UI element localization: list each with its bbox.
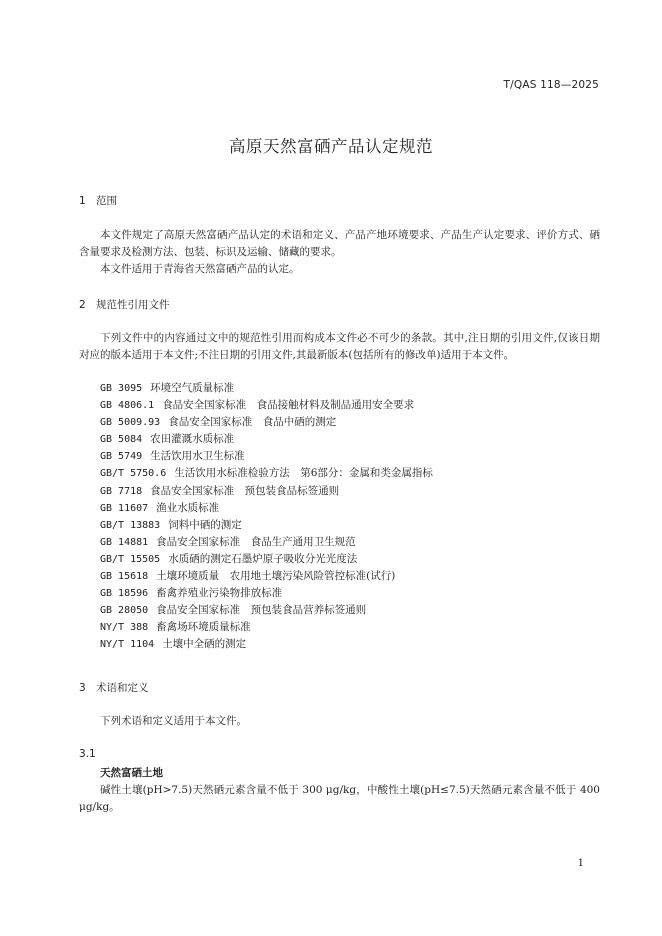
reference-item — [100, 619, 433, 636]
reference-item — [100, 431, 433, 448]
reference-list — [100, 380, 433, 654]
reference-code: GB 28050 — [100, 605, 149, 617]
reference-item — [100, 534, 433, 551]
reference-item — [100, 414, 433, 431]
term-definition: 碱性土壤(pH>7.5)天然硒元素含量不低于 300 μg/kg，中酸性土壤(pH≤7.5)天然硒元素含量不低于 400 μg/kg。 — [79, 784, 600, 813]
reference-item — [100, 500, 433, 517]
term-number: 3.1 — [79, 748, 96, 760]
reference-code: GB 3095 — [100, 383, 143, 394]
reference-title: 食品安全国家标准 预包装食品营养标签通则 — [156, 604, 367, 617]
terms-intro: 下列术语和定义适用于本文件。 — [100, 715, 247, 727]
section-number: 1 — [79, 195, 86, 207]
reference-item — [100, 636, 433, 653]
reference-item — [100, 380, 433, 397]
document-title: 高原天然富硒产品认定规范 — [229, 137, 433, 156]
reference-title: 食品安全国家标准 食品中硒的测定 — [168, 416, 337, 429]
reference-title: 土壤环境质量 农用地土壤污染风险管控标准(试行) — [156, 570, 396, 583]
reference-title: 水质硒的测定石墨炉原子吸收分光光度法 — [168, 552, 358, 565]
reference-title: 饲料中硒的测定 — [168, 518, 242, 531]
reference-title: 土壤中全硒的测定 — [162, 638, 247, 651]
scope-paragraph-1: 本文件规定了高原天然富硒产品认定的术语和定义、产品产地环境要求、产品生产认定要求、评价方式、硒含量要求及检测方法、包装、标识及运输、储藏的要求。 — [79, 229, 600, 258]
section-2-heading — [79, 297, 170, 312]
reference-item — [100, 602, 433, 619]
section-number: 2 — [79, 299, 86, 311]
reference-item — [100, 448, 433, 465]
reference-title: 生活饮用水卫生标准 — [150, 450, 245, 463]
reference-item — [100, 397, 433, 414]
reference-title: 环境空气质量标准 — [150, 382, 235, 394]
reference-code: GB 5009.93 — [100, 417, 161, 429]
reference-title: 畜禽场环境质量标准 — [156, 621, 251, 634]
reference-code: GB 5749 — [100, 451, 143, 463]
reference-title: 食品安全国家标准 食品接触材料及制品通用安全要求 — [162, 399, 415, 412]
reference-title: 农田灌溉水质标准 — [150, 433, 235, 446]
reference-item — [100, 517, 433, 534]
reference-title: 食品安全国家标准 食品生产通用卫生规范 — [156, 535, 356, 548]
term-name: 天然富硒土地 — [100, 767, 163, 779]
page-number: 1 — [577, 858, 584, 869]
reference-item — [100, 483, 433, 500]
reference-title: 渔业水质标准 — [156, 501, 220, 514]
reference-code: GB/T 5750.6 — [100, 468, 167, 480]
reference-code: GB 7718 — [100, 485, 143, 497]
normative-refs-intro: 下列文件中的内容通过文中的规范性引用而构成本文件必不可少的条款。其中,注日期的引用文件,仅该日期对应的版本适用于本文件;不注日期的引用文件,其最新版本(包括所有的修改单)适用于本文件。 — [79, 332, 600, 361]
section-title: 术语和定义 — [96, 682, 149, 694]
section-title: 规范性引用文件 — [96, 299, 170, 311]
reference-code: GB/T 13883 — [100, 519, 161, 531]
reference-code: GB 15618 — [100, 571, 149, 583]
reference-item — [100, 585, 433, 602]
reference-title: 食品安全国家标准 预包装食品标签通则 — [150, 484, 340, 497]
document-code: T/QAS 118—2025 — [503, 79, 599, 91]
scope-paragraph-2: 本文件适用于青海省天然富硒产品的认定。 — [100, 263, 300, 275]
reference-code: GB 18596 — [100, 588, 149, 600]
reference-title: 畜禽养殖业污染物排放标准 — [156, 587, 283, 600]
section-3-heading — [79, 680, 149, 695]
reference-title: 生活饮用水标准检验方法 第6部分：金属和类金属指标 — [174, 467, 433, 480]
reference-code: GB 4806.1 — [100, 400, 155, 412]
reference-code: NY/T 388 — [100, 622, 149, 634]
reference-code: GB 5084 — [100, 434, 143, 446]
reference-code: GB/T 15505 — [100, 553, 161, 565]
section-number: 3 — [79, 682, 86, 694]
reference-code: NY/T 1104 — [100, 639, 155, 651]
reference-item — [100, 551, 433, 568]
reference-code: GB 11607 — [100, 502, 149, 514]
reference-item — [100, 465, 433, 482]
reference-item — [100, 568, 433, 585]
section-title: 范围 — [96, 195, 117, 207]
section-1-heading — [79, 193, 117, 208]
reference-code: GB 14881 — [100, 536, 149, 548]
